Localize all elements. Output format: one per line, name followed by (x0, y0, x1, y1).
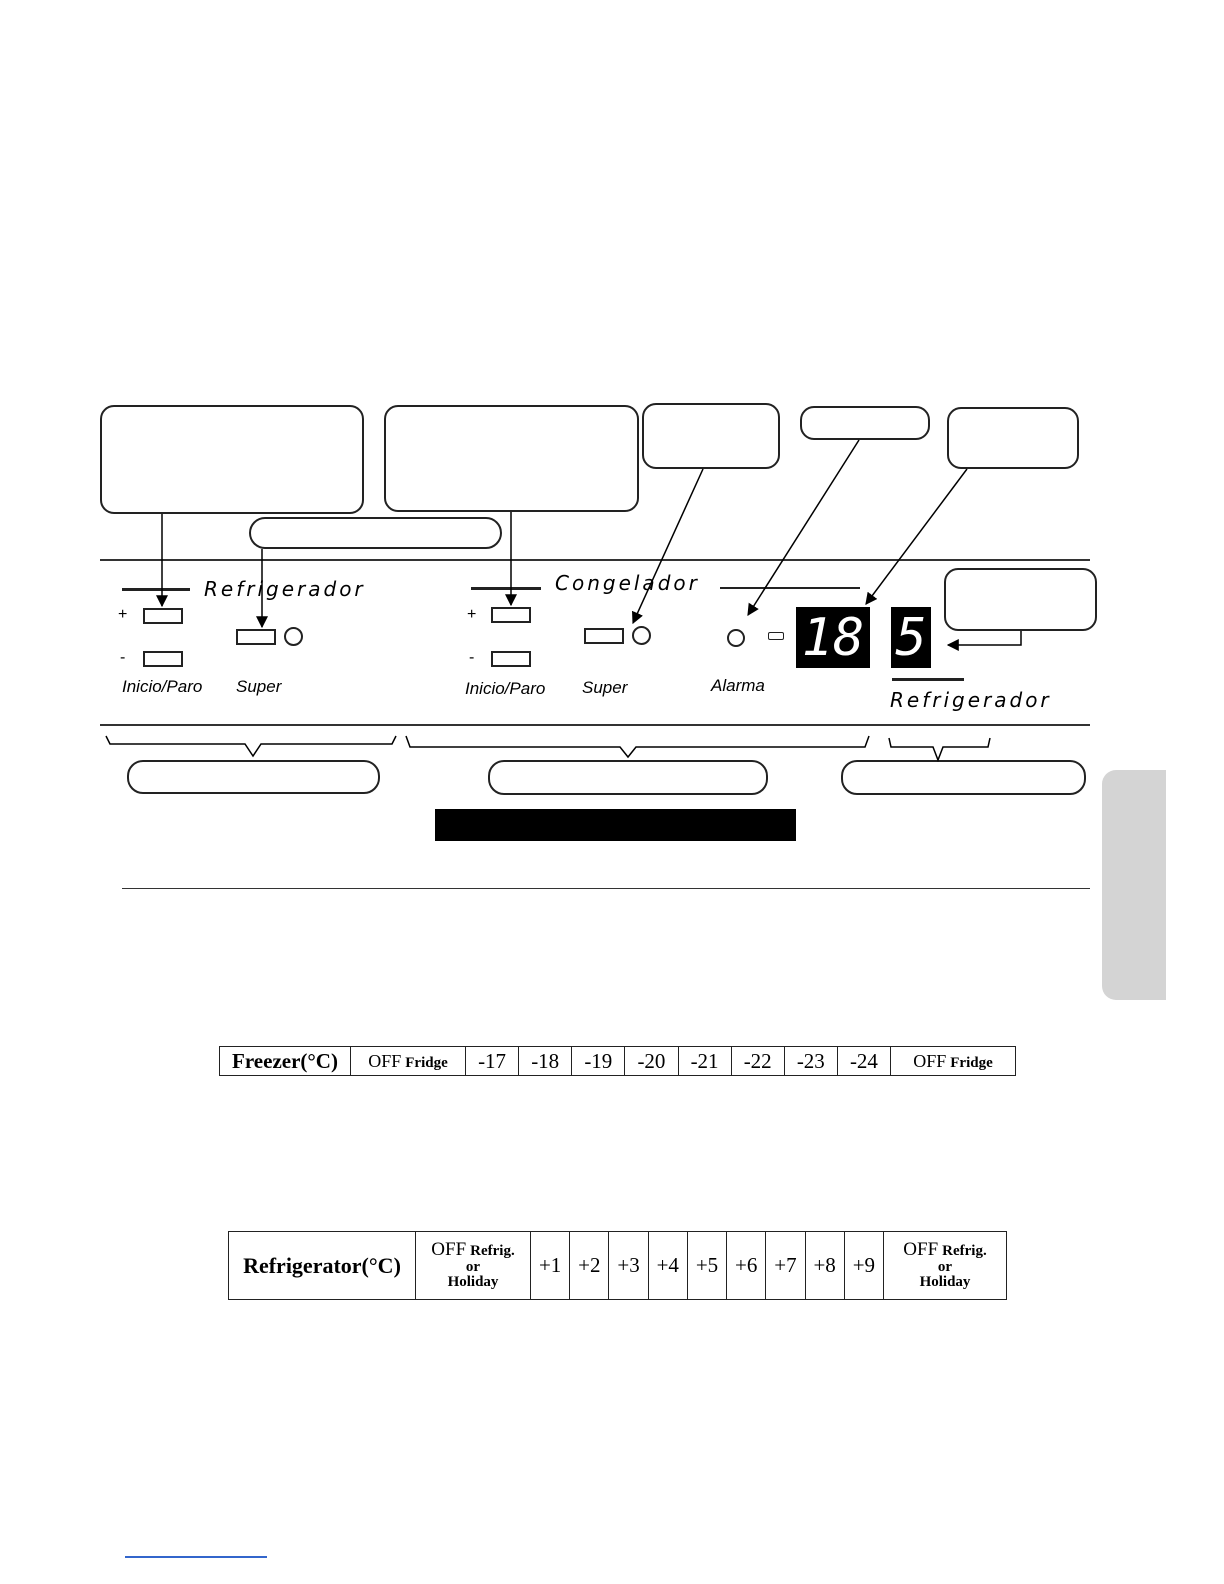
fridge-cell-off-start (416, 1232, 531, 1300)
freezer-temp-display: 18 (796, 607, 870, 668)
fridge-plus-sign: + (118, 606, 128, 623)
cell-or: or (937, 1258, 953, 1275)
side-tab (1102, 770, 1166, 1000)
cell-main: OFF (913, 1050, 947, 1071)
fridge-cell: +6 (727, 1232, 766, 1300)
freezer-table-header: Freezer(°C) (220, 1047, 351, 1076)
freezer-cell: -17 (466, 1047, 519, 1076)
fridge-section-title: Refrigerador (204, 577, 366, 601)
cell-or: or (465, 1258, 481, 1275)
freezer-onoff-label: Inicio/Paro (465, 679, 546, 698)
footer-rule (125, 1556, 267, 1558)
fridge-minus-sign: - (120, 649, 126, 666)
freezer-cell: -23 (784, 1047, 837, 1076)
cell-main: OFF (431, 1238, 467, 1260)
cell-sub: Fridge (405, 1054, 448, 1071)
alarm-label: Alarma (711, 676, 765, 695)
cell-holiday: Holiday (919, 1274, 971, 1291)
fridge-settings-table (228, 1231, 1007, 1300)
table-row (229, 1232, 1007, 1300)
fridge-cell: +4 (648, 1232, 687, 1300)
fridge-onoff-label: Inicio/Paro (122, 677, 203, 696)
freezer-settings-table (219, 1046, 1016, 1076)
freezer-super-label: Super (582, 678, 628, 697)
fridge-cell: +3 (609, 1232, 648, 1300)
freezer-plus-sign: + (467, 606, 477, 623)
cell-sub: Refrig. (942, 1242, 987, 1259)
fridge-temp-display: 5 (891, 607, 931, 668)
fridge-cell: +8 (805, 1232, 844, 1300)
cell-sub: Refrig. (470, 1242, 515, 1259)
freezer-cell: -22 (731, 1047, 784, 1076)
freezer-minus-sign: - (469, 649, 475, 666)
fridge-cell: +1 (531, 1232, 570, 1300)
freezer-cell: -24 (837, 1047, 890, 1076)
freezer-cell-off-fridge-start (351, 1047, 466, 1076)
freezer-cell: -20 (625, 1047, 678, 1076)
cell-off-line (884, 1240, 1006, 1260)
fridge-cell-off-end (884, 1232, 1007, 1300)
fridge-cell: +9 (844, 1232, 883, 1300)
section-divider (122, 888, 1090, 889)
fridge-super-label: Super (236, 677, 282, 696)
cell-main: OFF (903, 1238, 939, 1260)
fridge-cell: +7 (766, 1232, 805, 1300)
freezer-cell: -18 (519, 1047, 572, 1076)
fridge-cell: +2 (570, 1232, 609, 1300)
freezer-cell-off-fridge-end (891, 1047, 1016, 1076)
table-row (220, 1047, 1016, 1076)
fridge-cell: +5 (687, 1232, 726, 1300)
cell-sub: Fridge (950, 1054, 993, 1071)
freezer-cell: -21 (678, 1047, 731, 1076)
cell-holiday: Holiday (447, 1274, 499, 1291)
fridge-display-label: Refrigerador (890, 688, 1052, 712)
freezer-cell: -19 (572, 1047, 625, 1076)
freezer-section-title: Congelador (555, 571, 700, 595)
cell-off-line (416, 1240, 530, 1260)
cell-main: OFF (368, 1050, 402, 1071)
fridge-table-header: Refrigerator(°C) (229, 1232, 416, 1300)
